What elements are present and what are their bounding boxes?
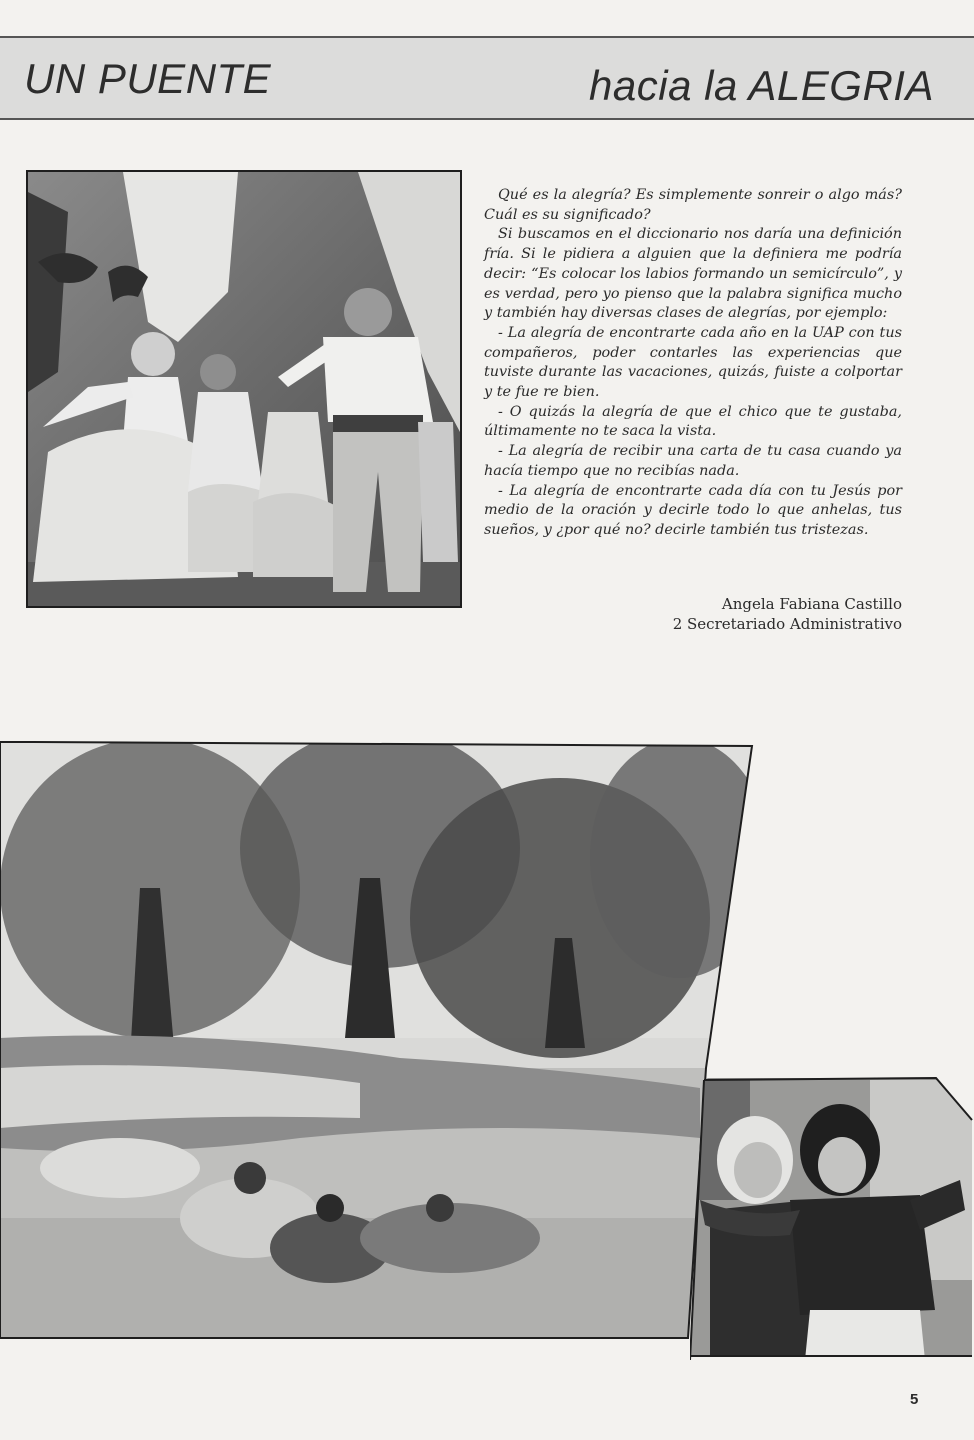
article-paragraph: Si buscamos en el diccionario nos daría una definición fría. Si le pidiera a alguien que la definiera me podría decir: “Es colocar los labios formando un semicírculo”, y es verdad, pero yo pienso que la palabra significa mucho y también hay diversas clases de alegrías, por ejemplo: [484,226,902,322]
article-paragraph: - La alegría de recibir una carta de tu casa cuando ya hacía tiempo que no recibías nada. [484,443,902,479]
article-paragraph: - La alegría de encontrarte cada día con tu Jesús por medio de la oración y decirle todo lo que anhelas, tus sueños, y ¿por qué no? decirle también tus tristezas. [484,482,902,538]
article-paragraph: Qué es la alegría? Es simplemente sonreir o algo más? Cuál es su significado? [484,187,902,223]
page-number: 5 [910,1391,919,1408]
article-paragraph: - La alegría de encontrarte cada año en la UAP con tus compañeros, poder contarles las experiencias que tuviste durante las vacaciones, quizás, fuiste a colportar y te fue re bien. [484,324,902,401]
author-signature [673,594,902,634]
author-role: 2 Secretariado Administrativo [672,615,902,633]
friends-photo [690,1070,974,1370]
dance-photo [26,170,462,608]
page-title-right: hacia la ALEGRIA [589,62,934,109]
crowd-photo [0,738,756,1340]
article-body [484,186,902,541]
article-paragraph: - O quizás la alegría de que el chico que te gustaba, últimamente no te saca la vista. [484,403,902,440]
author-name: Angela Fabiana Castillo [721,595,902,613]
page-title-left: UN PUENTE [24,55,272,102]
